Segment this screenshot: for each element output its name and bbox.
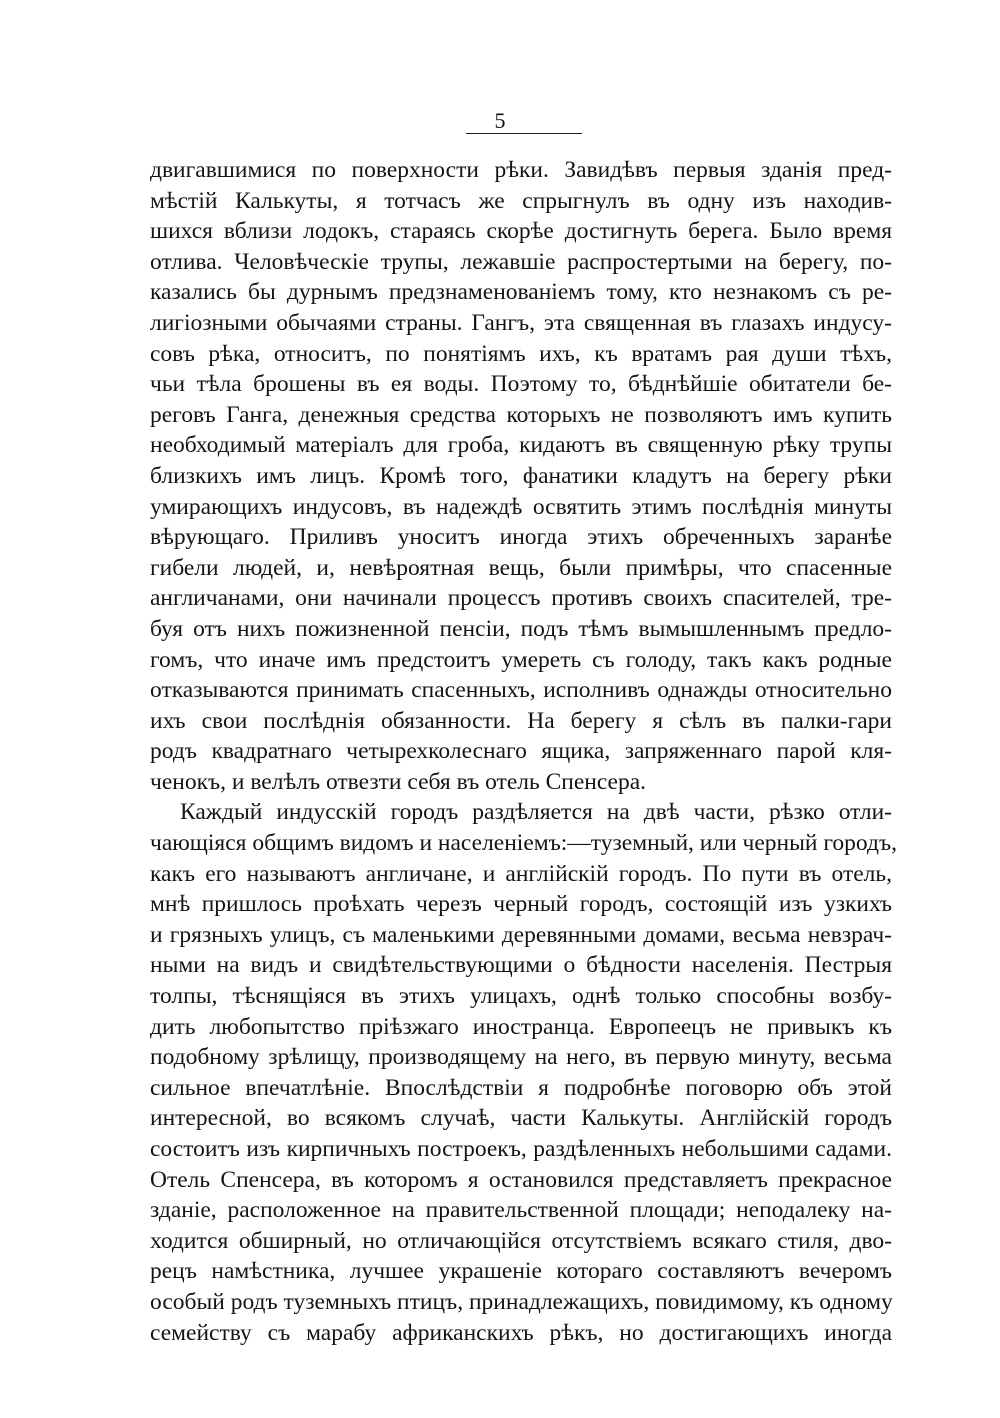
text-line: сильное впечатлѣніе. Впослѣдствіи я подробнѣе поговорю объ этой bbox=[150, 1074, 892, 1101]
page-number: 5 bbox=[494, 108, 506, 133]
text-line: лигіозными обычаями страны. Гангъ, эта священная въ глазахъ индусу- bbox=[150, 309, 892, 336]
text-line: Отель Спенсера, въ которомъ я остановился представляетъ прекрасное bbox=[150, 1166, 892, 1193]
header-rule bbox=[466, 133, 582, 134]
text-line: Каждый индусскій городъ раздѣляется на двѣ части, рѣзко отли- bbox=[180, 799, 892, 826]
text-line: англичанами, они начинали процессъ противъ своихъ спасителей, тре- bbox=[150, 585, 892, 612]
text-line: двигавшимися по поверхности рѣки. Завидѣвъ первыя зданія пред- bbox=[150, 157, 892, 183]
text-line: мнѣ пришлось проѣхать черезъ черный городъ, состоящій изъ узкихъ bbox=[150, 891, 892, 918]
text-line: мѣстій Калькуты, я тотчасъ же спрыгнулъ въ одну изъ находив- bbox=[150, 187, 892, 214]
text-line: семейству съ марабу африканскихъ рѣкъ, но достигающихъ иногда bbox=[150, 1319, 892, 1346]
text-line: умирающихъ индусовъ, въ надеждѣ освятить этимъ послѣднія минуты bbox=[150, 493, 892, 520]
text-line: шихся вблизи лодокъ, стараясь скорѣе достигнуть берега. Было время bbox=[150, 218, 892, 245]
paragraph-2 bbox=[150, 797, 897, 1348]
text-line: родъ квадратнаго четырехколеснаго ящика, запряженнаго парой кля- bbox=[150, 738, 892, 765]
text-line: толпы, тѣснящіяся въ этихъ улицахъ, однѣ только способны возбу- bbox=[150, 983, 892, 1010]
text-line: отказываются принимать спасенныхъ, исполнивъ однажды относительно bbox=[150, 677, 892, 704]
text-line: вѣрующаго. Приливъ уноситъ иногда этихъ обреченныхъ заранѣе bbox=[150, 524, 892, 551]
text-line: какъ его называютъ англичане, и англійскій городъ. По пути въ отель, bbox=[150, 860, 892, 887]
text-line: интересной, во всякомъ случаѣ, части Калькуты. Англійскій городъ bbox=[150, 1105, 892, 1132]
text-line: дить любопытство пріѣзжаго иностранца. Европеецъ не привыкъ къ bbox=[150, 1013, 892, 1040]
text-line: особый родъ туземныхъ птицъ, принадлежащихъ, повидимому, къ одному bbox=[150, 1288, 893, 1315]
text-line: гибели людей, и, невѣроятная вещь, были примѣры, что спасенные bbox=[150, 554, 892, 581]
text-line: чьи тѣла брошены въ ея воды. Поэтому то, бѣднѣйшіе обитатели бе- bbox=[150, 371, 892, 398]
text-line: состоитъ изъ кирпичныхъ построекъ, раздѣленныхъ небольшими садами. bbox=[150, 1136, 892, 1162]
text-line: и грязныхъ улицъ, съ маленькими деревянными домами, весьма невзрач- bbox=[150, 921, 892, 948]
text-line: ченокъ, и велѣлъ отвезти себя въ отель Спенсера. bbox=[150, 768, 647, 795]
text-line: чающіяся общимъ видомъ и населеніемъ:—туземный, или черный городъ, bbox=[150, 830, 897, 857]
text-line: ходится обширный, но отличающійся отсутствіемъ всякаго стиля, дво- bbox=[150, 1227, 892, 1254]
text-line: ихъ свои послѣднія обязанности. На берегу я сѣлъ въ палки-гари bbox=[150, 707, 892, 734]
text-line: необходимый матеріалъ для гроба, кидаютъ въ священную рѣку трупы bbox=[150, 432, 892, 459]
text-line: зданіе, расположенное на правительственной площади; неподалеку на- bbox=[150, 1197, 892, 1224]
text-line: отлива. Человѣческіе трупы, лежавшіе распростертыми на берегу, по- bbox=[150, 248, 892, 275]
text-line: казались бы дурнымъ предзнаменованіемъ тому, кто незнакомъ съ ре- bbox=[150, 279, 892, 306]
text-line: близкихъ имъ лицъ. Кромѣ того, фанатики кладутъ на берегу рѣки bbox=[150, 462, 892, 489]
text-line: ными на видъ и свидѣтельствующими о бѣдности населенія. Пестрыя bbox=[150, 952, 892, 979]
text-line: реговъ Ганга, денежныя средства которыхъ не позволяютъ имъ купить bbox=[150, 401, 892, 428]
text-line: буя отъ нихъ пожизненной пенсіи, подъ тѣмъ вымышленнымъ предло- bbox=[150, 615, 892, 642]
text-line: рецъ намѣстника, лучшее украшеніе котораго составляютъ вечеромъ bbox=[150, 1258, 892, 1285]
body-text bbox=[150, 155, 897, 1348]
text-line: совъ рѣка, относитъ, по понятіямъ ихъ, къ вратамъ рая души тѣхъ, bbox=[150, 340, 892, 367]
paragraph-1 bbox=[150, 155, 892, 797]
text-line: гомъ, что иначе имъ предстоитъ умереть съ голоду, такъ какъ родные bbox=[150, 646, 892, 673]
text-line: подобному зрѣлищу, производящему на него, въ первую минуту, весьма bbox=[150, 1044, 892, 1071]
